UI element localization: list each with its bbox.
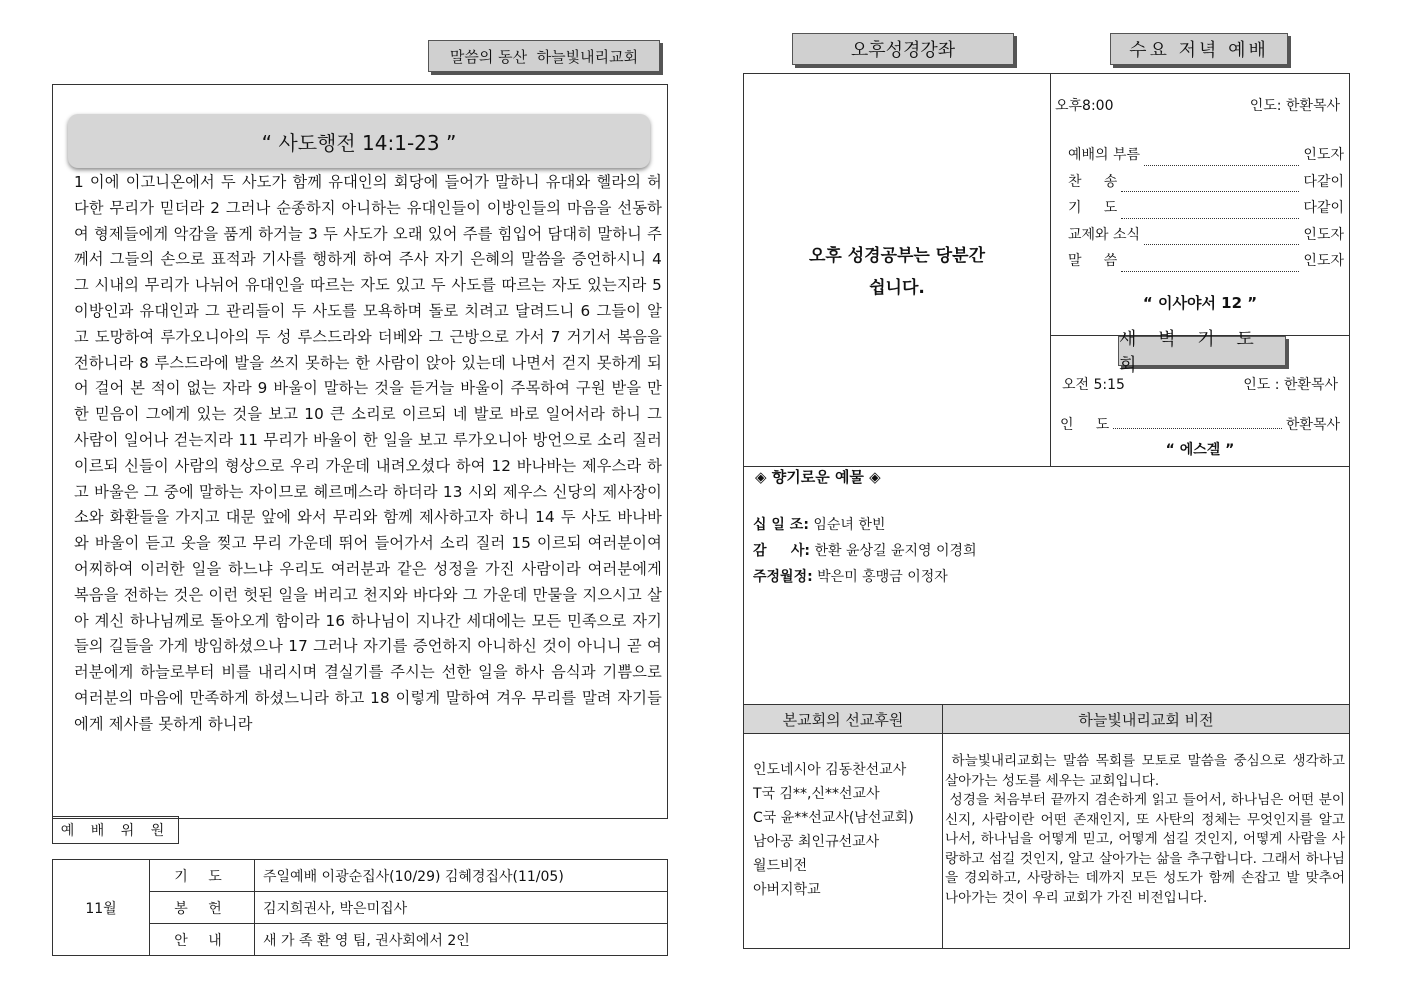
order-who: 인도자	[1303, 253, 1344, 269]
afternoon-lecture-heading	[792, 33, 1014, 65]
dawn-prayer-title: 새 벽 기 도 회	[1119, 329, 1262, 376]
duty-table	[52, 859, 668, 956]
order-row	[1068, 250, 1344, 277]
divider	[743, 733, 1350, 734]
list-item: C국 윤**선교사(남선교회)	[753, 810, 914, 826]
offering-names: 박은미 홍맹금 이정자	[817, 569, 948, 585]
order-row	[1068, 171, 1344, 198]
dawn-leader: 인도 : 한환목사	[1243, 377, 1338, 393]
list-item: T국 김**,신**선교사	[753, 786, 880, 802]
notice-line: 오후 성경공부는 당분간	[808, 246, 986, 266]
list-item: 남아공 최인규선교사	[753, 834, 880, 850]
divider	[1050, 73, 1051, 466]
notice-line: 쉽니다.	[869, 278, 925, 298]
dawn-text: “ 에스겔 ”	[1165, 442, 1235, 458]
value-cell: 주일예배 이광순집사(10/29) 김혜경집사(11/05)	[255, 860, 668, 892]
scripture-text: 1 이에 이고니온에서 두 사도가 함께 유대인의 회당에 들어가 말하니 유대와 헬라의 허다한 무리가 믿더라 2 그러나 순종하지 아니하는 유대인들이 이방인들의 마음을 선동하여 형제들에게 악감을 품게 하거늘 3 두 사도가 오래 있어 주를 힘입어 담대히 말하니 주께서 그들의 손으로 표적과 기사를 행하게 하여 주사 자기 은혜의 말씀을 증언하시니 4 그 시내의 무리가 나뉘어 유대인을 따르는 자도 있고 두 사도를 따르는 자도 있는지라 5 이방인과 유대인과 그 관리들이 두 사도를 모욕하며 돌로 치려고 달려드니 6 그들이 알고 도망하여 루가오니아의 두 성 루스드라와 더베와 그 근방으로 가서 7 거기서 복음을 전하니라 8 루스드라에 발을 쓰지 못하는 한 사람이 앉아 있는데 나면서 걷지 못하게 되어 걸어 본 적이 없는 자라 9 바울이 말하는 것을 듣거늘 바울이 주목하여 구원 받을 만한 믿음이 그에게 있는 것을 보고 10 큰 소리로 이르되 네 발로 바로 일어서라 하니 그 사람이 일어나 걷는지라 11 무리가 바울이 한 일을 보고 루가오니아 방언으로 소리 질러 이르되 신들이 사람의 형상으로 우리 가운데 내려오셨다 하여 12 바나바는 제우스라 하고 바울은 그 중에 말하는 자이므로 헤르메스라 하더라 13 시외 제우스 신당의 제사장이 소와 화환들을 가지고 대문 앞에 와서 무리와 함께 제사하고자 하니 14 두 사도 바나바와 바울이 듣고 옷을 찢고 무리 가운데 뛰어 들어가서 소리 질러 15 이르되 여러분이여 어찌하여 이러한 일을 하느냐 우리도 여러분과 같은 성정을 가진 사람이라 여러분에게 복음을 전하는 것은 이런 헛된 일을 버리고 천지와 바다와 그 가운데 만물을 지으시고 살아 계신 하나님께로 돌아오게 함이라 16 하나님이 지나간 세대에는 모든 민족으로 자기들의 길들을 가게 방임하셨으나 17 그러나 자기를 증언하지 아니하신 것이 아니니 곧 여러분에게 하늘로부터 비를 내리시며 결실기를 주시는 선한 일을 하사 음식과 기쁨으로 여러분의 마음에 만족하게 하셨느니라 하고 18 이렇게 말하여 겨우 무리를 말려 자기들에게 제사를 못하게 하니라	[74, 173, 662, 733]
value-cell: 김지희권사, 박은미집사	[255, 892, 668, 924]
vision-text	[945, 752, 1350, 908]
table-row	[53, 860, 668, 892]
offering-row	[753, 566, 948, 586]
order-row	[1068, 197, 1344, 224]
wednesday-info	[1055, 95, 1340, 115]
dawn-time: 오전 5:15	[1062, 377, 1125, 393]
dawn-who: 한환목사	[1285, 417, 1340, 433]
offering-names: 임순녀 한빈	[813, 517, 886, 533]
missions-list	[753, 758, 914, 902]
vision-paragraph: 하늘빛내리교회는 말씀 목회를 모토로 말씀을 중심으로 생각하고 살아가는 성도를 세우는 교회입니다.	[945, 753, 1350, 789]
church-name: 말씀의 동산 하늘빛내리교회	[449, 47, 639, 66]
offering-names: 한환 윤상길 윤지영 이경희	[814, 543, 977, 559]
role-cell: 봉 헌	[150, 892, 255, 924]
list-item: 인도네시아 김동찬선교사	[753, 762, 907, 778]
value-cell: 새 가 족 환 영 팀, 권사회에서 2인	[255, 924, 668, 956]
order-who: 인도자	[1303, 226, 1344, 243]
order-item: 찬 송	[1068, 173, 1118, 190]
offering-label: 주정월정:	[753, 569, 813, 585]
offering-row	[753, 514, 885, 534]
dawn-item: 인 도	[1060, 417, 1110, 433]
offering-row	[753, 540, 977, 560]
wednesday-service-heading	[1110, 33, 1288, 65]
wednesday-service-title: 수요 저녁 예배	[1129, 40, 1269, 61]
wednesday-sermon: “ 이사야서 12 ”	[1142, 294, 1258, 312]
dawn-info	[1062, 374, 1338, 394]
order-item: 예배의 부름	[1068, 147, 1141, 163]
order-who: 인도자	[1303, 147, 1344, 163]
worship-committee-label: 예 배 위 원	[52, 816, 179, 844]
order-item: 교제와 소식	[1068, 226, 1141, 243]
order-item: 기 도	[1068, 200, 1118, 216]
wednesday-time: 오후8:00	[1055, 98, 1114, 114]
order-who: 다같이	[1303, 200, 1344, 216]
dawn-prayer-heading	[1118, 329, 1286, 376]
list-item: 월드비전	[753, 858, 808, 874]
order-item: 말 씀	[1068, 253, 1118, 269]
list-item: 아버지학교	[753, 882, 821, 898]
missions-header: 본교회의 선교후원	[744, 705, 942, 733]
dawn-order-row	[1060, 414, 1340, 434]
order-row	[1068, 224, 1344, 251]
order-row	[1068, 144, 1344, 171]
afternoon-notice	[744, 240, 1050, 304]
role-cell: 안 내	[150, 924, 255, 956]
church-name-tag	[428, 40, 660, 72]
month-cell: 11월	[53, 860, 150, 956]
wednesday-leader: 인도: 한환목사	[1249, 98, 1340, 114]
divider	[942, 704, 943, 949]
afternoon-lecture-title: 오후성경강좌	[850, 40, 956, 61]
order-who: 다같이	[1303, 173, 1344, 190]
wednesday-order	[1068, 144, 1344, 277]
scripture-title: “ 사도행전 14:1-23 ”	[261, 130, 457, 155]
offering-label: 십 일 조:	[753, 517, 809, 533]
vision-paragraph: 성경을 처음부터 끝까지 겸손하게 읽고 들어서, 하나님은 어떤 분이신지, 사람이란 어떤 존재인지, 또 사탄의 정체는 무엇인지를 알고 나서, 하나님을 어떻게 믿고, 어떻게 섬길 것인지, 어떻게 사람을 사랑하고 섬길 것인지, 알고 살아가는 삶을 추구합니다. 그래서 하나님을 경외하고, 사랑하는 데까지 모든 성도가 함께 손잡고 발 맞추어 나아가는 것이 우리 교회가 가진 비전입니다.	[945, 792, 1350, 906]
scripture-title-banner	[68, 114, 650, 168]
offering-label: 감 사:	[753, 543, 811, 559]
offering-title: ◈ 향기로운 예물 ◈	[755, 468, 881, 486]
vision-header: 하늘빛내리교회 비전	[943, 705, 1349, 733]
role-cell: 기 도	[150, 860, 255, 892]
